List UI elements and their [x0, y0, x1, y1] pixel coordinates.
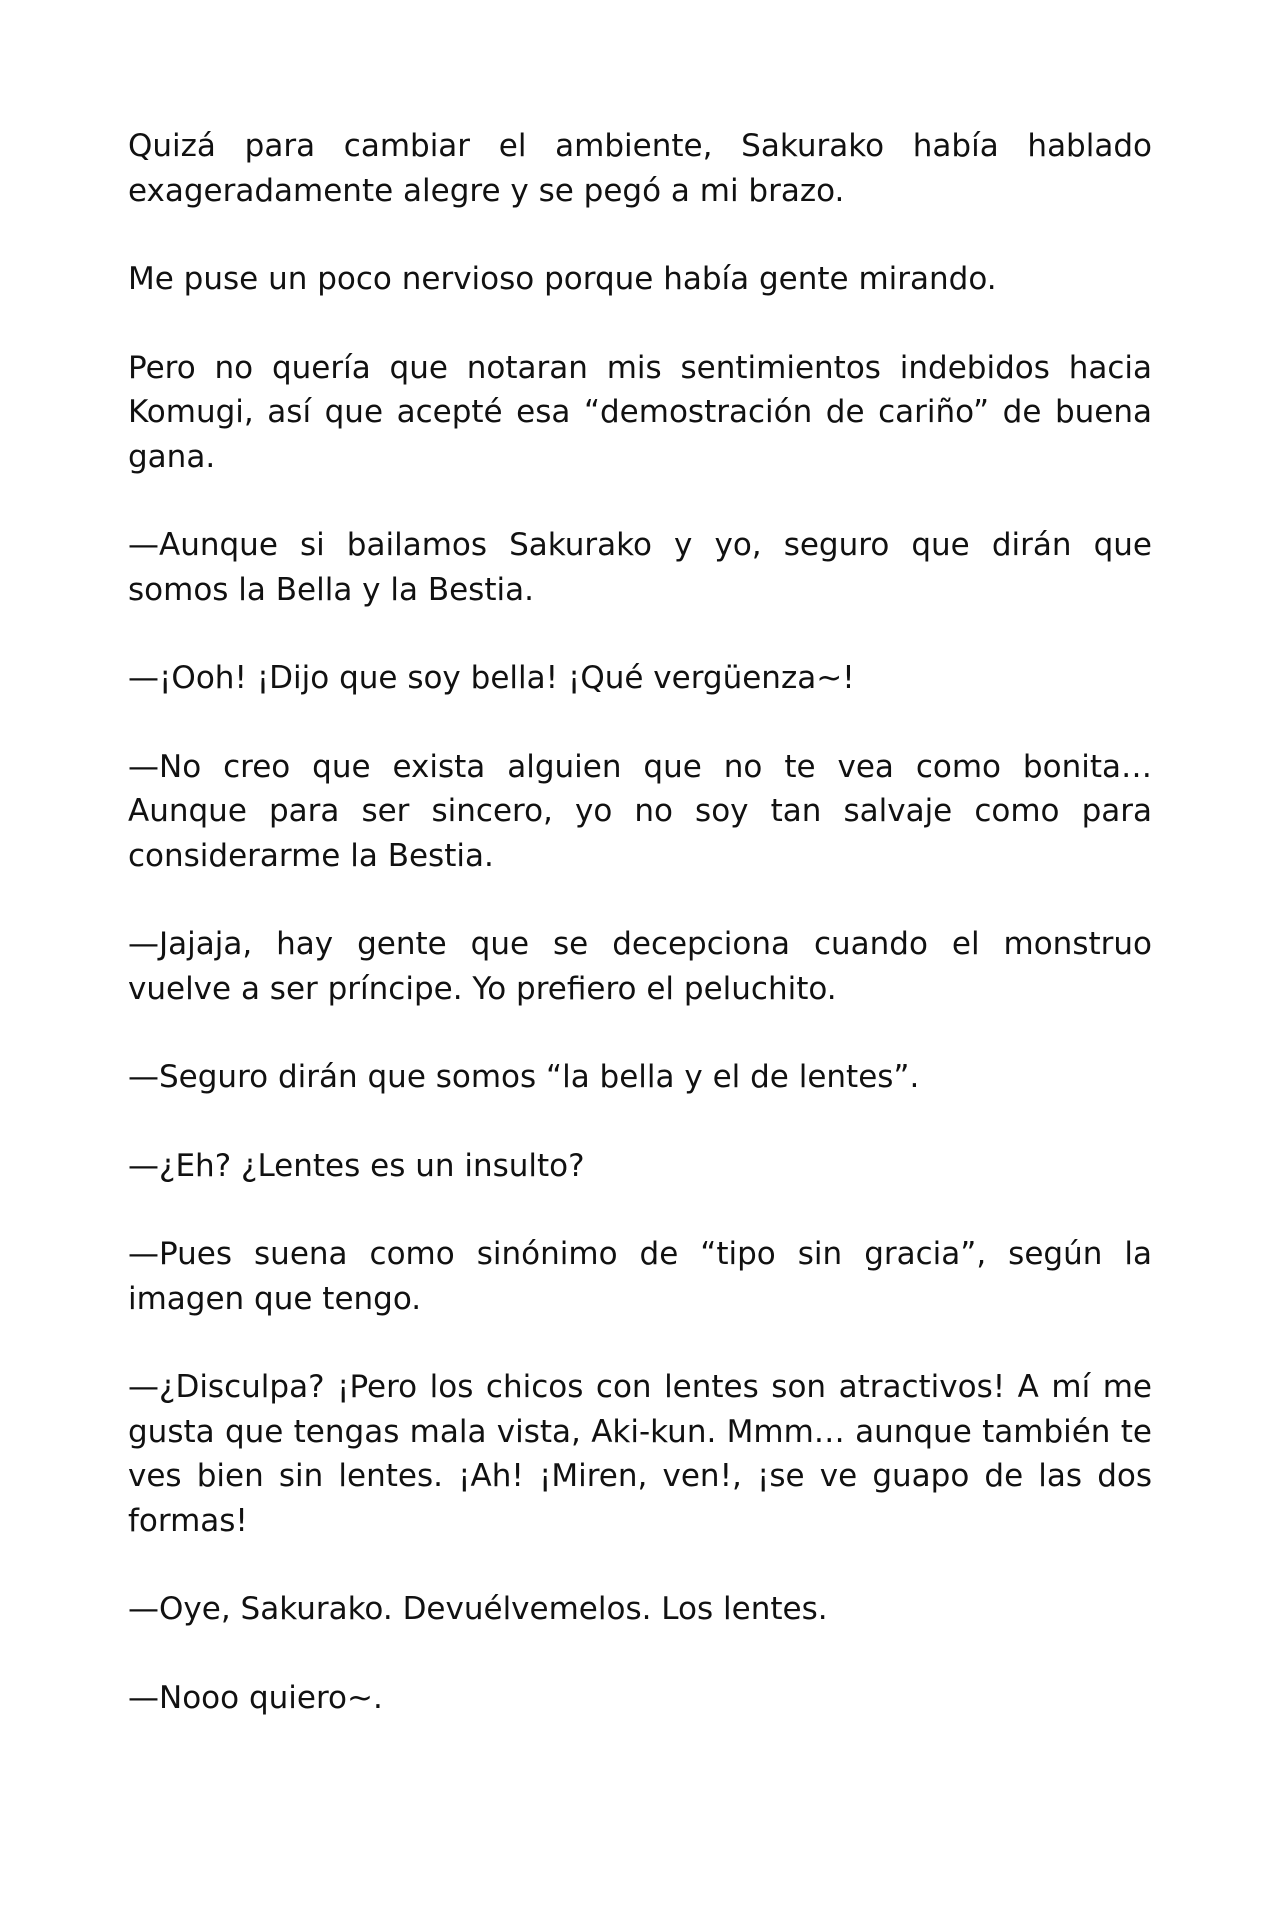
paragraph: —No creo que exista alguien que no te vea como bonita… Aunque para ser sincero, yo no soy tan salvaje como para considerarme la Bestia.	[128, 748, 1152, 874]
paragraph: —¡Ooh! ¡Dijo que soy bella! ¡Qué vergüenza~!	[128, 660, 855, 696]
paragraph: Quizá para cambiar el ambiente, Sakurako había hablado exageradamente alegre y se pegó a mi brazo.	[128, 128, 1152, 209]
paragraph: —¿Disculpa? ¡Pero los chicos con lentes son atractivos! A mí me gusta que tengas mala vista, Aki-kun. Mmm… aunque también te ves bien sin lentes. ¡Ah! ¡Miren, ven!, ¡se ve guapo de las dos formas!	[128, 1369, 1152, 1539]
paragraph: —Oye, Sakurako. Devuélvemelos. Los lentes.	[128, 1591, 828, 1627]
paragraph: —Nooo quiero~.	[128, 1679, 383, 1716]
paragraph: —Aunque si bailamos Sakurako y yo, seguro que dirán que somos la Bella y la Bestia.	[128, 527, 1152, 608]
paragraph: —¿Eh? ¿Lentes es un insulto?	[128, 1147, 585, 1184]
paragraph: —Jajaja, hay gente que se decepciona cuando el monstruo vuelve a ser príncipe. Yo prefiero el peluchito.	[128, 926, 1152, 1007]
paragraph: Pero no quería que notaran mis sentimientos indebidos hacia Komugi, así que acepté esa “demostración de cariño” de buena gana.	[128, 349, 1152, 475]
document-page	[128, 124, 1152, 1764]
paragraph: —Pues suena como sinónimo de “tipo sin gracia”, según la imagen que tengo.	[128, 1236, 1152, 1317]
paragraph: Me puse un poco nervioso porque había gente mirando.	[128, 261, 997, 297]
paragraph: —Seguro dirán que somos “la bella y el de lentes”.	[128, 1059, 920, 1095]
